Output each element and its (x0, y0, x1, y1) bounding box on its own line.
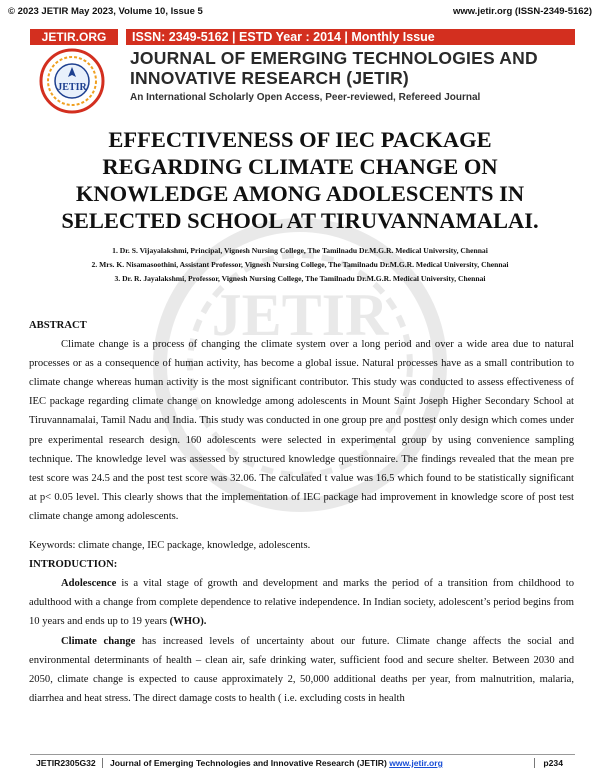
issn-bar: ISSN: 2349-5162 | ESTD Year : 2014 | Monthly Issue (126, 29, 575, 45)
author-entry: 2. Mrs. K. Nisamasoothini, Assistant Professor, Vignesh Nursing College, The Tamilnadu Dr.M.G.R. Medical University, Chennai (91, 260, 509, 270)
title-line: SELECTED SCHOOL AT TIRUVANNAMALAI. (61, 208, 539, 233)
header-site-info: www.jetir.org (ISSN-2349-5162) (452, 6, 592, 17)
svg-text:JETIR: JETIR (211, 282, 389, 348)
footer-journal-link[interactable]: www.jetir.org (389, 758, 443, 768)
page-header (8, 4, 592, 20)
paper-body (29, 316, 574, 708)
journal-name (130, 48, 570, 88)
header-issue-info: © 2023 JETIR May 2023, Volume 10, Issue 5 (8, 6, 203, 17)
intro-paragraph-2 (29, 632, 574, 708)
journal-subtitle: An International Scholarly Open Access, Peer-reviewed, Refereed Journal (130, 92, 481, 103)
intro-paragraph-1 (29, 574, 574, 631)
title-line: REGARDING CLIMATE CHANGE ON (102, 154, 498, 179)
intro-p1-text: is a vital stage of growth and development and marks the period of a transition from childhood to adulthood with a change from complete dependence to relative independence. In Indian society, adolescent’s period begins from 10 years and ends up to 19 years (29, 578, 574, 628)
who-citation: (WHO). (169, 616, 207, 628)
jetir-logo-icon (36, 47, 108, 115)
page-footer (30, 758, 575, 772)
author-list (20, 244, 580, 287)
keywords: Keywords: climate change, IEC package, knowledge, adolescents. (29, 540, 311, 552)
footer-journal (110, 758, 443, 768)
footer-divider (30, 754, 575, 755)
term-adolescence: Adolescence (61, 578, 117, 590)
footer-page-number: p234 (534, 758, 563, 768)
author-entry: 1. Dr. S. Vijayalakshmi, Principal, Vignesh Nursing College, The Tamilnadu Dr.M.G.R. Medical University, Chennai (112, 246, 488, 255)
abstract-heading: ABSTRACT (29, 320, 87, 331)
svg-text:JETIR: JETIR (57, 82, 87, 93)
term-climate-change: Climate change (61, 635, 136, 647)
abstract-text: Climate change is a process of changing the climate system over a long period and over a wide area due to natural processes or as a consequence of human activity, has become a global issue. Natural processes have as a small contribution to climate change whereas human activity is the most significant contributor. This study was conducted to assess effectiveness of IEC package regarding climate change on knowledge among adolescents in Mount Saint Joseph Higher Secondary School at Tiruvannamalai, Tamil Nadu and India. This study was conducted in one group pre and posttest only design which comes under pre experimental research design. 160 adolescents were selected in experimental group by using convenience sampling technique. The knowledge level was assessed by structured knowledge questionnaire. The findings revealed that the mean pre test score was 24.5 and the post test score was 32.06. The calculated t value was 16.5 which found to be statistically significant at p< 0.05 level. This clearly shows that the implementation of IEC package had improvement in knowledge score of post test climate change among adolescents. (29, 339, 574, 522)
journal-name-line2: INNOVATIVE RESEARCH (JETIR) (130, 68, 409, 88)
introduction-heading: INTRODUCTION: (29, 559, 118, 571)
journal-name-line1: JOURNAL OF EMERGING TECHNOLOGIES AND (130, 48, 538, 68)
journal-masthead (30, 29, 575, 117)
paper-title (20, 126, 580, 234)
title-line: KNOWLEDGE AMONG ADOLESCENTS IN (75, 181, 525, 206)
title-line: EFFECTIVENESS OF IEC PACKAGE (108, 127, 492, 152)
intro-p2-text: has increased levels of uncertainty about our future. Climate change affects the social and environmental determinants of health – clean air, safe drinking water, sufficient food and secure shelter. Between 2030 and 2050, climate change is expected to cause approximately 2, 50,000 additional deaths per year, from malnutrition, malaria, diarrhea and heat stress. The direct damage costs to health ( i.e. excluding costs in health (29, 635, 574, 704)
logo-label: JETIR.ORG (30, 29, 118, 45)
author-entry: 3. Dr. R. Jayalakshmi, Professor, Vignesh Nursing College, The Tamilnadu Dr.M.G.R. Medical University, Chennai (114, 274, 486, 284)
footer-paper-code: JETIR2305G32 (30, 758, 103, 768)
footer-journal-name: Journal of Emerging Technologies and Innovative Research (JETIR) (110, 758, 390, 768)
